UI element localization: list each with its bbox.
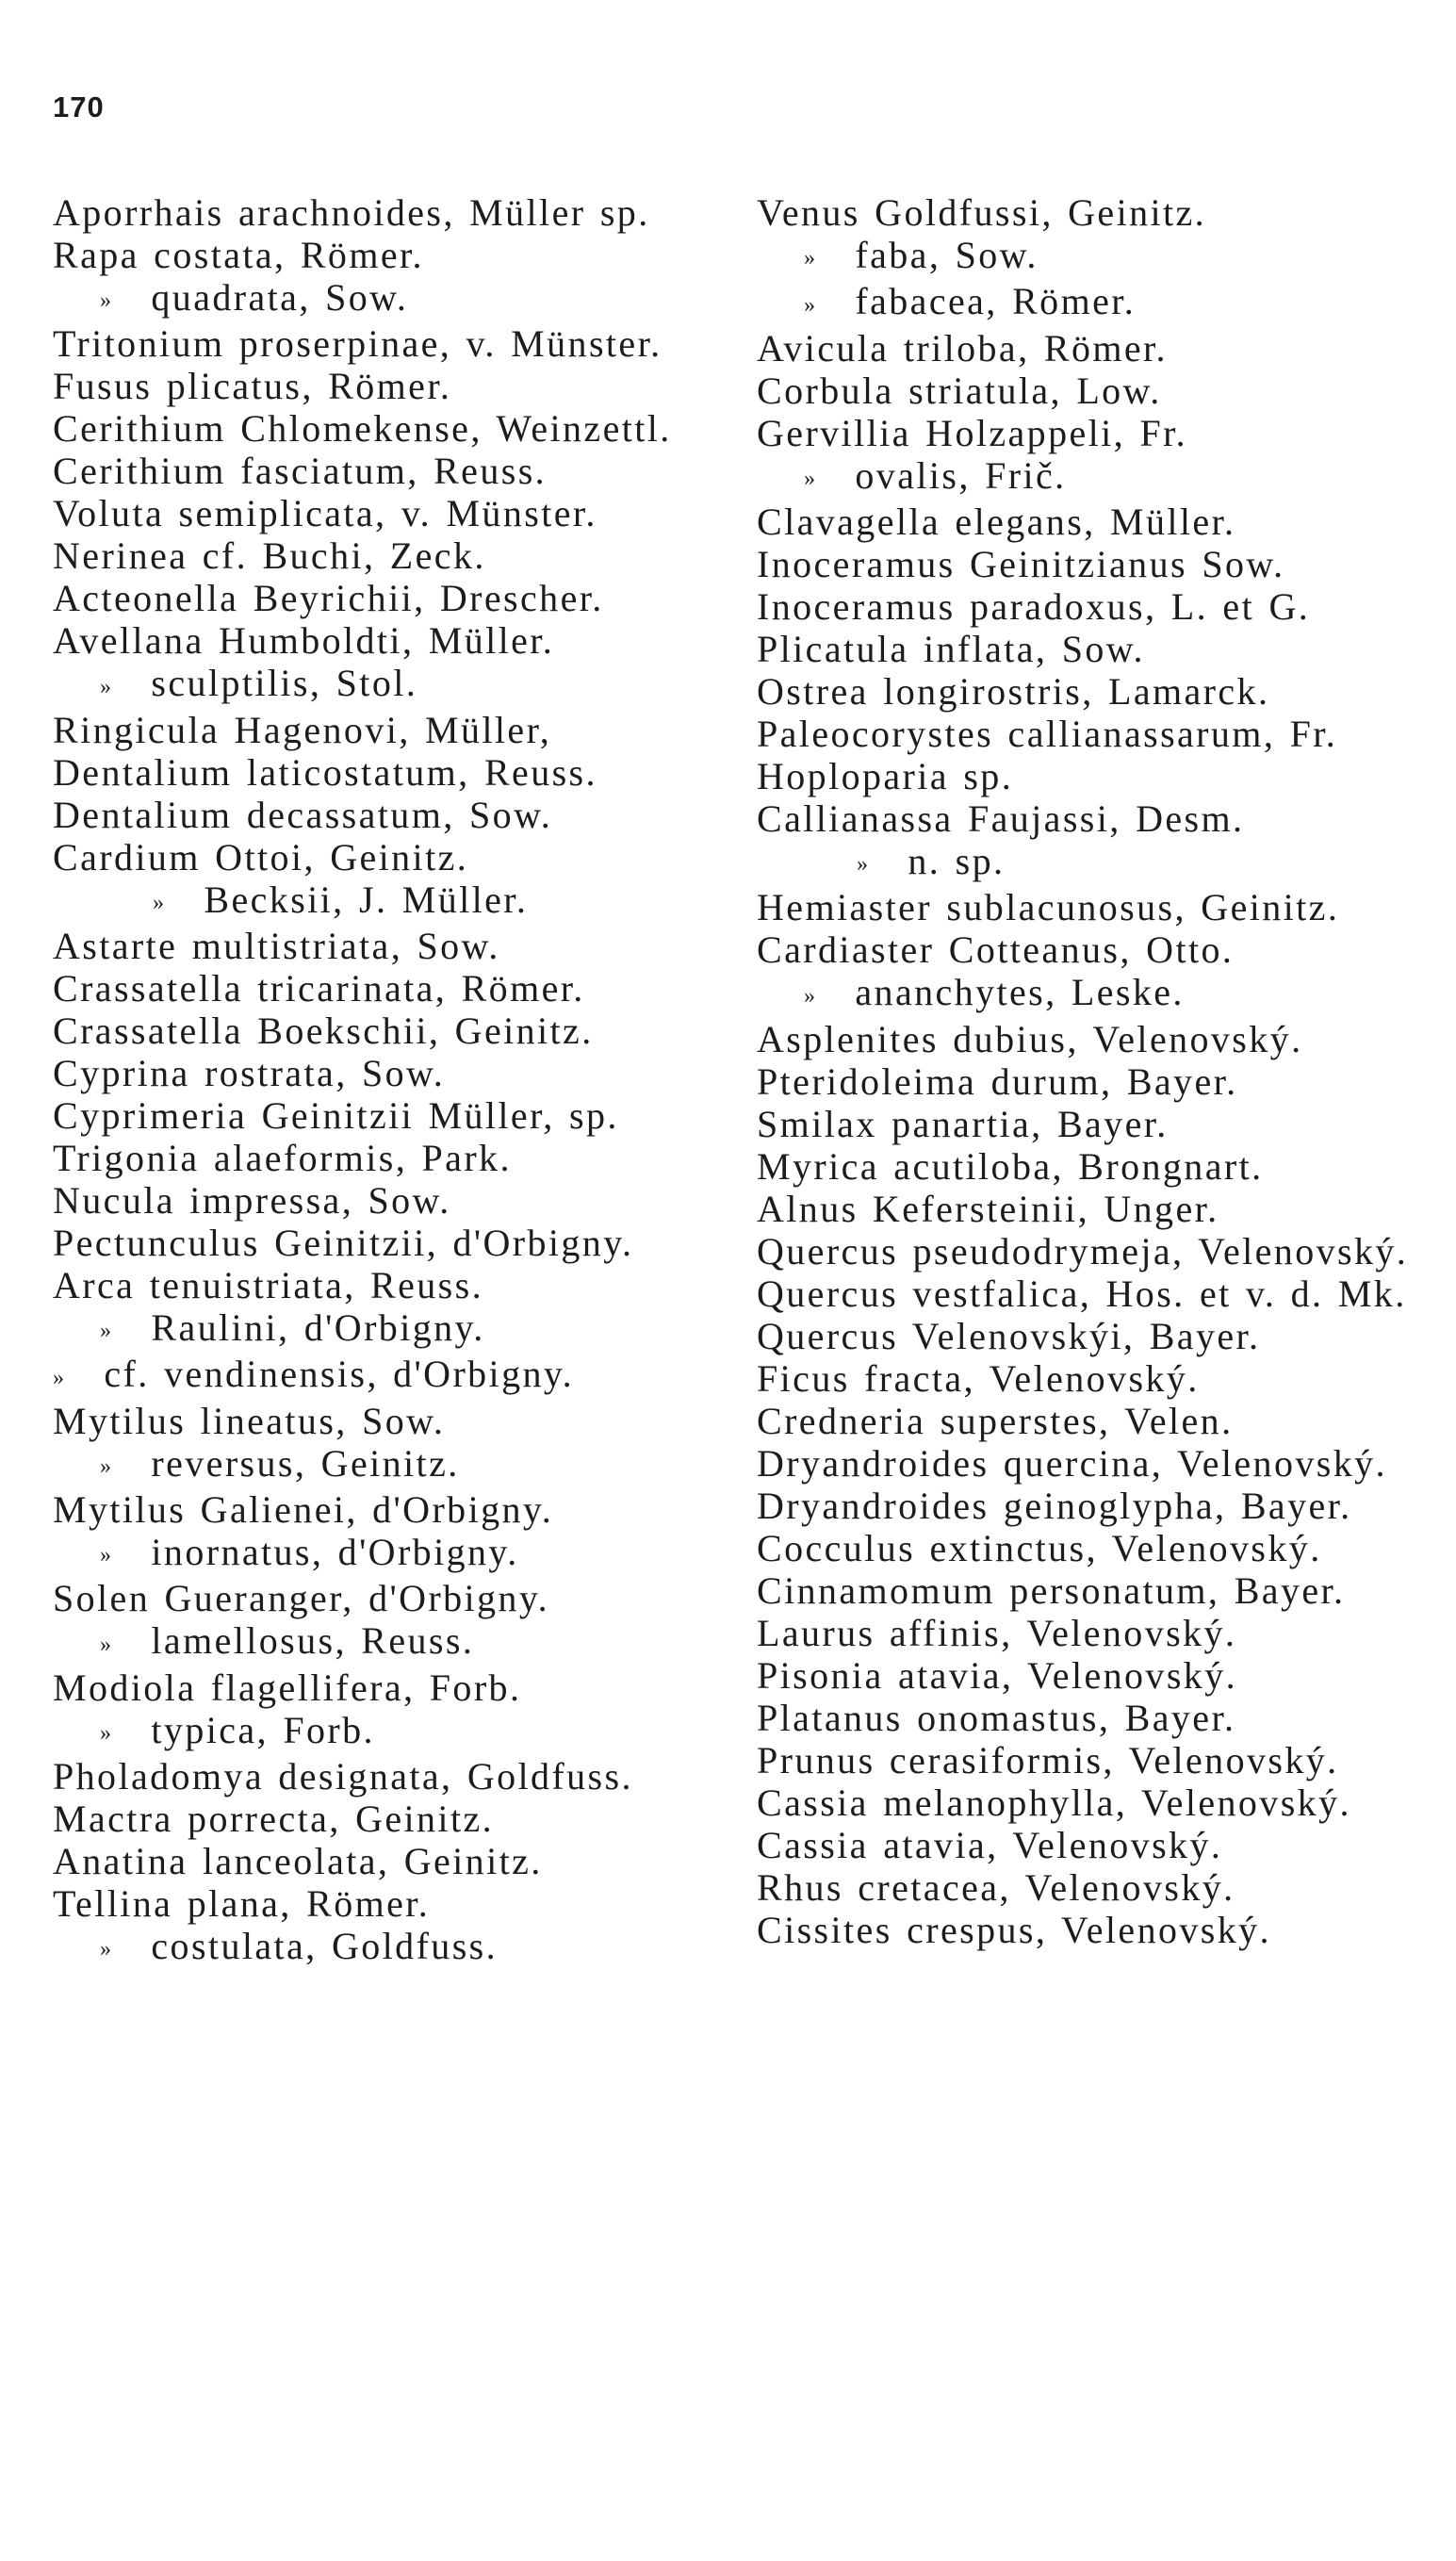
species-entry — [757, 840, 1416, 886]
species-entry — [757, 1230, 1416, 1272]
species-entry — [757, 1909, 1416, 1951]
species-name: ananchytes, Leske. — [855, 971, 1185, 1014]
species-entry — [53, 1400, 712, 1442]
species-entry — [53, 1531, 712, 1577]
species-name: Prunus cerasiformis, Velenovský. — [757, 1738, 1339, 1781]
species-name: Paleocorystes callianassarum, Fr. — [757, 712, 1338, 755]
species-name: Quercus pseudodrymeja, Velenovský. — [757, 1229, 1409, 1272]
species-name: Laurus affinis, Velenovský. — [757, 1611, 1237, 1654]
species-name: Dentalium laticostatum, Reuss. — [53, 750, 597, 794]
species-name: Mytilus Galienei, d'Orbigny. — [53, 1487, 554, 1531]
species-entry — [53, 577, 712, 619]
ditto-mark: » — [100, 1319, 111, 1344]
species-name: Dryandroides geinoglypha, Bayer. — [757, 1484, 1352, 1527]
species-entry — [53, 365, 712, 407]
species-name: Cassia atavia, Velenovský. — [757, 1823, 1223, 1866]
species-name: Nerinea cf. Buchi, Zeck. — [53, 534, 486, 578]
species-name: Fusus plicatus, Römer. — [53, 365, 452, 408]
species-name: Cerithium Chlomekense, Weinzettl. — [53, 407, 672, 451]
species-entry — [757, 1824, 1416, 1866]
species-entry — [53, 1179, 712, 1222]
species-name: Ostrea longirostris, Lamarck. — [757, 669, 1270, 713]
species-name: Becksii, J. Müller. — [204, 878, 529, 921]
species-name: Voluta semiplicata, v. Münster. — [53, 492, 597, 535]
species-name: Clavagella elegans, Müller. — [757, 500, 1236, 543]
species-entry — [53, 662, 712, 708]
species-entry — [53, 1137, 712, 1179]
species-name: Cyprina rostrata, Sow. — [53, 1051, 446, 1094]
species-entry — [757, 543, 1416, 585]
species-entry — [53, 925, 712, 967]
species-name: Avellana Humboldti, Müller. — [53, 619, 555, 663]
species-name: Cardiaster Cotteanus, Otto. — [757, 928, 1235, 972]
species-entry — [53, 794, 712, 836]
species-name: Cardium Ottoi, Geinitz. — [53, 835, 469, 878]
species-entry — [53, 619, 712, 662]
ditto-mark: » — [153, 890, 164, 915]
species-entry — [757, 1400, 1416, 1442]
species-name: Dryandroides quercina, Velenovský. — [757, 1441, 1387, 1485]
species-entry — [757, 454, 1416, 501]
species-name: Cerithium fasciatum, Reuss. — [53, 450, 548, 493]
ditto-mark: » — [53, 1365, 64, 1390]
species-name: Plicatula inflata, Sow. — [757, 627, 1145, 670]
species-entry — [757, 1781, 1416, 1824]
species-entry — [757, 1103, 1416, 1145]
left-column — [53, 191, 712, 1971]
species-entry — [53, 836, 712, 878]
species-entry — [757, 1060, 1416, 1103]
species-name: n. sp. — [908, 839, 1006, 882]
right-column — [757, 191, 1416, 1951]
species-name: Aporrhais arachnoides, Müller sp. — [53, 191, 650, 234]
species-name: Platanus onomastus, Bayer. — [757, 1696, 1236, 1739]
ditto-mark: » — [804, 246, 815, 271]
species-entry — [757, 971, 1416, 1017]
species-name: Avicula triloba, Römer. — [757, 326, 1168, 369]
species-entry — [53, 1306, 712, 1353]
species-name: Mactra porrecta, Geinitz. — [53, 1797, 495, 1840]
species-name: Venus Goldfussi, Geinitz. — [757, 191, 1207, 234]
species-entry — [757, 1442, 1416, 1485]
species-name: sculptilis, Stol. — [151, 662, 418, 705]
species-entry — [53, 751, 712, 794]
species-entry — [757, 755, 1416, 797]
species-name: fabacea, Römer. — [855, 280, 1137, 323]
species-name: Solen Gueranger, d'Orbigny. — [53, 1577, 550, 1620]
species-entry — [757, 1272, 1416, 1315]
ditto-mark: » — [804, 983, 815, 1009]
ditto-mark: » — [100, 674, 111, 699]
species-entry — [53, 1052, 712, 1094]
species-name: Pisonia atavia, Velenovský. — [757, 1653, 1237, 1697]
ditto-mark: » — [100, 1453, 111, 1479]
ditto-mark: » — [804, 292, 815, 318]
species-entry — [53, 1222, 712, 1264]
page-number: 170 — [53, 90, 105, 123]
species-entry — [53, 1709, 712, 1755]
species-entry — [757, 234, 1416, 280]
ditto-mark: » — [100, 288, 111, 314]
species-name: Gervillia Holzappeli, Fr. — [757, 411, 1188, 454]
species-name: Nucula impressa, Sow. — [53, 1178, 451, 1222]
species-entry — [53, 1925, 712, 1971]
species-name: faba, Sow. — [855, 234, 1039, 276]
species-name: Trigonia alaeformis, Park. — [53, 1136, 512, 1179]
species-entry — [757, 369, 1416, 412]
species-name: Raulini, d'Orbigny. — [151, 1305, 485, 1349]
species-name: Cinnamomum personatum, Bayer. — [757, 1568, 1346, 1612]
species-name: typica, Forb. — [151, 1708, 375, 1751]
species-name: Smilax panartia, Bayer. — [757, 1102, 1169, 1145]
species-name: Corbula striatula, Low. — [757, 369, 1162, 412]
species-name: Cissites crespus, Velenovský. — [757, 1908, 1271, 1951]
species-name: Cocculus extinctus, Velenovský. — [757, 1526, 1322, 1569]
species-entry — [757, 628, 1416, 670]
species-entry — [757, 1739, 1416, 1781]
ditto-mark: » — [100, 1632, 111, 1657]
species-entry — [757, 713, 1416, 755]
species-entry — [757, 327, 1416, 369]
ditto-mark: » — [857, 852, 868, 878]
ditto-mark: » — [100, 1543, 111, 1568]
species-name: cf. vendinensis, d'Orbigny. — [104, 1353, 575, 1396]
ditto-mark: » — [804, 466, 815, 491]
species-name: Dentalium decassatum, Sow. — [53, 793, 553, 836]
species-name: Credneria superstes, Velen. — [757, 1399, 1234, 1442]
species-name: Astarte multistriata, Sow. — [53, 924, 500, 967]
species-name: Quercus Velenovskýi, Bayer. — [757, 1314, 1261, 1357]
species-entry — [53, 1798, 712, 1840]
species-entry — [757, 1527, 1416, 1569]
species-entry — [53, 1488, 712, 1531]
species-entry — [53, 276, 712, 322]
species-entry — [757, 1697, 1416, 1739]
species-entry — [53, 1755, 712, 1798]
species-entry — [53, 1840, 712, 1882]
species-entry — [757, 1188, 1416, 1230]
species-name: Rapa costata, Römer. — [53, 234, 424, 276]
species-entry — [757, 928, 1416, 971]
species-name: Pectunculus Geinitzii, d'Orbigny. — [53, 1221, 634, 1264]
species-entry — [53, 878, 712, 925]
species-name: Inoceramus Geinitzianus Sow. — [757, 542, 1285, 585]
species-name: Ringicula Hagenovi, Müller, — [53, 708, 552, 751]
species-name: Cyprimeria Geinitzii Müller, sp. — [53, 1093, 619, 1137]
species-entry — [53, 1264, 712, 1306]
species-name: Hoploparia sp. — [757, 754, 1014, 797]
species-name: Quercus vestfalica, Hos. et v. d. Mk. — [757, 1272, 1407, 1315]
species-entry — [757, 1866, 1416, 1909]
species-entry — [757, 1357, 1416, 1400]
species-name: Hemiaster sublacunosus, Geinitz. — [757, 886, 1340, 929]
species-entry — [757, 1654, 1416, 1697]
species-name: Rhus cretacea, Velenovský. — [757, 1865, 1235, 1909]
species-entry — [53, 1882, 712, 1925]
species-name: quadrata, Sow. — [151, 276, 409, 319]
species-name: Inoceramus paradoxus, L. et G. — [757, 584, 1311, 628]
species-name: Alnus Kefersteinii, Unger. — [757, 1187, 1219, 1230]
species-name: Tritonium proserpinae, v. Münster. — [53, 322, 663, 366]
species-entry — [53, 709, 712, 751]
species-entry — [757, 1315, 1416, 1357]
species-entry — [757, 585, 1416, 628]
species-name: Anatina lanceolata, Geinitz. — [53, 1839, 543, 1882]
species-name: Arca tenuistriata, Reuss. — [53, 1263, 483, 1306]
species-entry — [757, 1018, 1416, 1060]
species-name: Crassatella Boekschii, Geinitz. — [53, 1009, 594, 1052]
species-entry — [757, 1485, 1416, 1527]
species-entry — [53, 1442, 712, 1488]
species-name: Crassatella tricarinata, Römer. — [53, 966, 585, 1010]
ditto-mark: » — [100, 1937, 111, 1962]
species-entry — [53, 1666, 712, 1709]
species-name: Myrica acutiloba, Brongnart. — [757, 1144, 1264, 1188]
species-name: Modiola flagellifera, Forb. — [53, 1666, 522, 1709]
species-entry — [757, 886, 1416, 928]
species-entry — [53, 234, 712, 276]
species-name: inornatus, d'Orbigny. — [151, 1530, 519, 1573]
species-entry — [757, 191, 1416, 234]
species-name: Ficus fracta, Velenovský. — [757, 1356, 1200, 1400]
species-name: Cassia melanophylla, Velenovský. — [757, 1781, 1351, 1824]
species-name: Pteridoleima durum, Bayer. — [757, 1059, 1238, 1103]
species-entry — [53, 450, 712, 492]
species-name: Tellina plana, Römer. — [53, 1881, 431, 1925]
species-entry — [53, 1619, 712, 1666]
species-name: costulata, Goldfuss. — [151, 1924, 499, 1967]
species-entry — [757, 1569, 1416, 1612]
species-entry — [53, 1094, 712, 1137]
species-name: reversus, Geinitz. — [151, 1441, 460, 1485]
species-entry — [53, 191, 712, 234]
species-entry — [757, 412, 1416, 454]
species-name: lamellosus, Reuss. — [151, 1619, 475, 1663]
species-name: Mytilus lineatus, Sow. — [53, 1399, 446, 1442]
species-name: ovalis, Frič. — [855, 453, 1067, 497]
species-entry — [53, 967, 712, 1010]
species-name: Acteonella Beyrichii, Drescher. — [53, 577, 604, 620]
species-entry — [53, 1577, 712, 1619]
species-name: Asplenites dubius, Velenovský. — [757, 1017, 1303, 1060]
ditto-mark: » — [100, 1720, 111, 1746]
species-entry — [53, 407, 712, 450]
species-entry — [757, 1612, 1416, 1654]
species-name: Callianassa Faujassi, Desm. — [757, 796, 1245, 840]
species-entry — [757, 280, 1416, 326]
species-entry — [53, 1010, 712, 1052]
species-entry — [53, 492, 712, 534]
species-entry — [53, 534, 712, 577]
species-entry — [757, 797, 1416, 840]
species-entry — [53, 322, 712, 365]
species-entry — [757, 1145, 1416, 1188]
species-entry — [53, 1353, 712, 1399]
species-entry — [757, 501, 1416, 543]
species-name: Pholadomya designata, Goldfuss. — [53, 1754, 633, 1798]
species-entry — [757, 670, 1416, 713]
